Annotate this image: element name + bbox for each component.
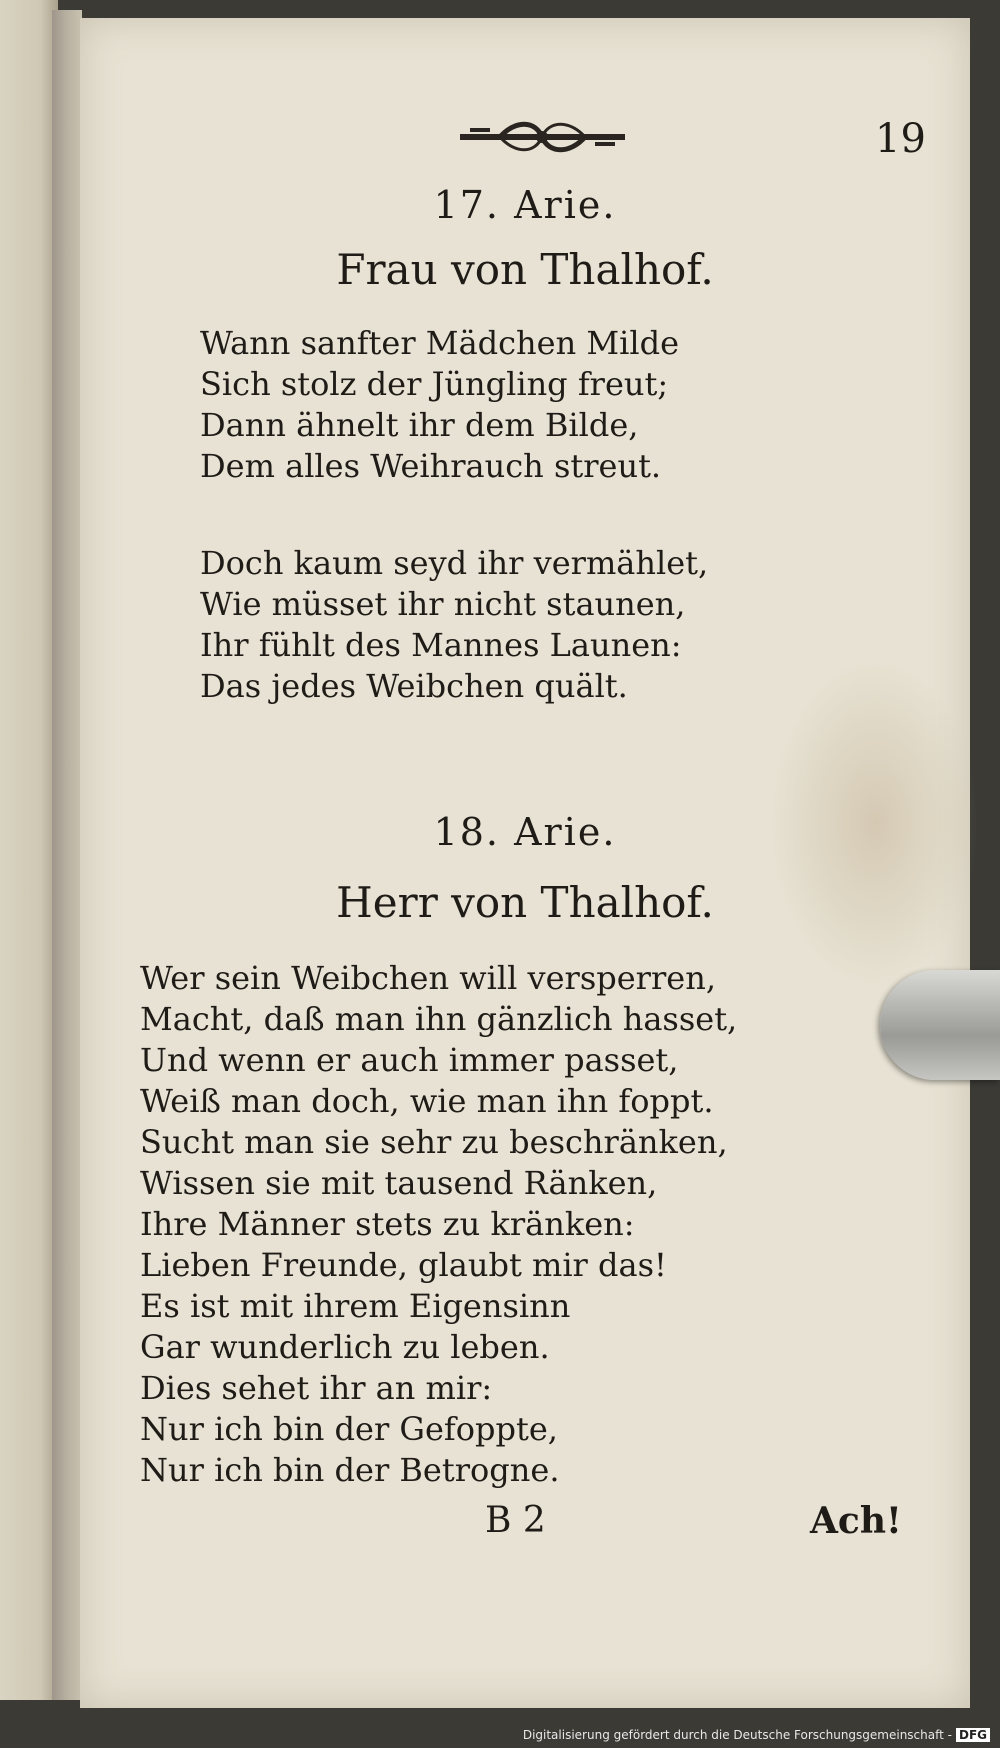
verse-line: Und wenn er auch immer passet,: [140, 1041, 679, 1079]
verse-line: Doch kaum seyd ihr vermählet,: [200, 544, 709, 582]
verse-line: Das jedes Weibchen quält.: [200, 667, 628, 705]
page-number: 19: [875, 116, 926, 162]
aria-18-stanza: [140, 958, 737, 1491]
verse-line: Es ist mit ihrem Eigensinn: [140, 1287, 571, 1325]
verse-line: Wann sanfter Mädchen Milde: [200, 324, 680, 362]
verse-line: Ihre Männer stets zu kränken:: [140, 1205, 635, 1243]
dfg-logo: DFG: [956, 1728, 990, 1742]
facing-page-edge: [0, 0, 58, 1700]
aria-18-label: 18. Arie.: [433, 810, 617, 854]
verse-line: Nur ich bin der Betrogne.: [140, 1451, 560, 1489]
book-page: [80, 18, 970, 1708]
aria-17-label: 17. Arie.: [433, 183, 617, 227]
aria-18-speaker: Herr von Thalhof.: [336, 878, 714, 927]
page-clip: [880, 970, 1000, 1080]
verse-line: Dann ähnelt ihr dem Bilde,: [200, 406, 639, 444]
verse-line: Weiß man doch, wie man ihn foppt.: [140, 1082, 714, 1120]
verse-line: Lieben Freunde, glaubt mir das!: [140, 1246, 667, 1284]
ornament-icon: [460, 116, 625, 158]
signature-mark: B 2: [485, 1500, 546, 1541]
verse-line: Ihr fühlt des Mannes Launen:: [200, 626, 682, 664]
verse-line: Nur ich bin der Gefoppte,: [140, 1410, 558, 1448]
aria-17-stanza-1: [200, 323, 679, 487]
verse-line: Wer sein Weibchen will versperren,: [140, 959, 716, 997]
aria-17-speaker: Frau von Thalhof.: [336, 245, 714, 294]
verse-line: Gar wunderlich zu leben.: [140, 1328, 550, 1366]
verse-line: Wissen sie mit tausend Ränken,: [140, 1164, 658, 1202]
book-gutter: [52, 10, 82, 1700]
digitization-footer: [523, 1728, 990, 1742]
verse-line: Sucht man sie sehr zu beschränken,: [140, 1123, 728, 1161]
verse-line: Dies sehet ihr an mir:: [140, 1369, 493, 1407]
verse-line: Wie müsset ihr nicht staunen,: [200, 585, 686, 623]
verse-line: Dem alles Weihrauch streut.: [200, 447, 662, 485]
catchword: Ach!: [810, 1500, 902, 1542]
verse-line: Macht, daß man ihn gänzlich hasset,: [140, 1000, 738, 1038]
footer-text: Digitalisierung gefördert durch die Deutsche Forschungsgemeinschaft -: [522, 1728, 952, 1742]
verse-line: Sich stolz der Jüngling freut;: [200, 365, 669, 403]
aria-17-stanza-2: [200, 543, 708, 707]
